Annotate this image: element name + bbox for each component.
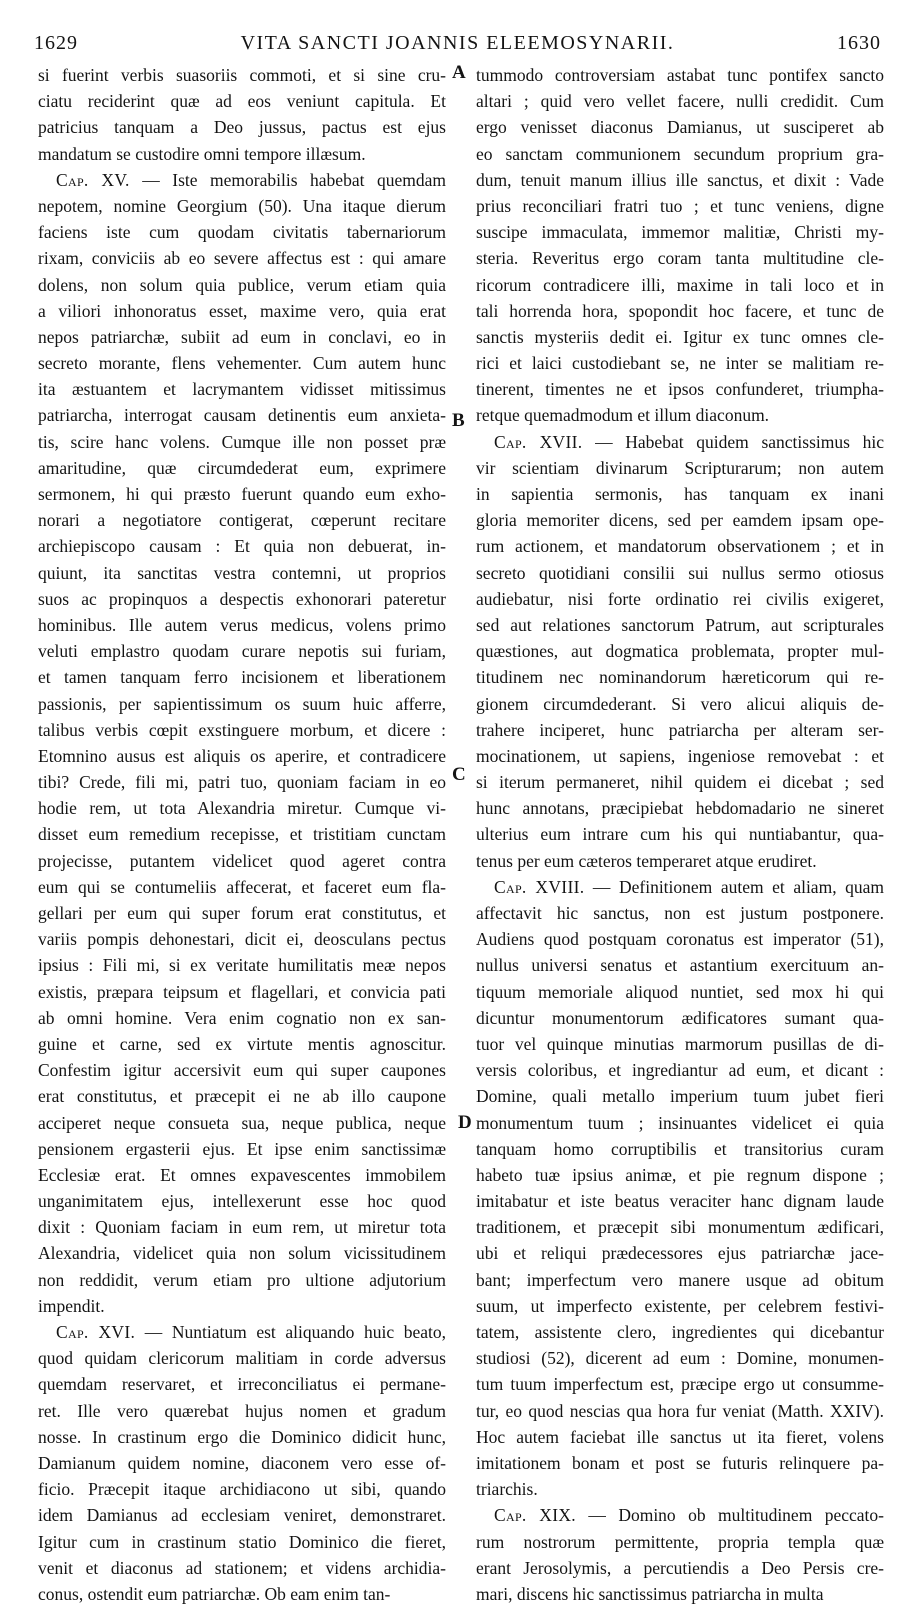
text-line: Cap. XIX. — Domino ob multitudinem peccato- [494, 1505, 884, 1526]
text-line: dixit : Quoniam faciam in eum rem, ut miretur tota [38, 1217, 446, 1238]
text-line: patricius tanquam a Deo jussus, pactus est ejus [38, 117, 446, 138]
text-line: talibus verbis cœpit exstinguere morbum, et dicere : [38, 719, 446, 740]
text-line: patriarcha, interrogat causam detinentis eum anxieta- [38, 405, 446, 426]
text-line: ergo venisset diaconus Damianus, ut susciperet ab [476, 117, 884, 138]
text-line: altari ; quid vero vellet facere, nulli credidit. Cum [476, 91, 884, 112]
text-line: passionis, per sapientissimum os suum huic afferre, [38, 693, 446, 714]
text-line: suum, ut imperfecto existente, per celebrem festivi- [476, 1295, 884, 1316]
chapter-heading: Cap. XVI. [56, 1322, 136, 1342]
text-line: idem Damianus ad ecclesiam veniret, demonstraret. [38, 1505, 446, 1526]
text-line: disset eum remedium recepisse, et tristitiam cunctam [38, 824, 446, 845]
text-line: pensionem ergasterii ejus. Et ipse enim sanctissimæ [38, 1138, 446, 1159]
text-line: si fuerint verbis suasoriis commoti, et si sine cru- [38, 65, 446, 85]
text-line: existis, præpara teipsum et flagellari, et convicia pati [38, 981, 446, 1002]
text-line: projecisse, putantem videlicet quod ageret contra [38, 850, 446, 871]
text-line: Cap. XV. — Iste memorabilis habebat quemdam [56, 169, 446, 190]
text-line: unganimitatem ejus, intellexerunt esse hoc quod [38, 1191, 446, 1212]
text-line: retque quemadmodum et illum diaconum. [476, 405, 770, 426]
margin-letter-d: D [458, 1112, 472, 1133]
text-line: Igitur cum in crastinum statio Dominico die fieret, [38, 1531, 446, 1552]
text-line: quiunt, ita sanctitas vestra contemni, ut proprios [38, 562, 446, 583]
text-line: dum, tenuit manum illius ille sanctus, et dixit : Vade [476, 169, 884, 190]
text-line: versis coloribus, et ingrediantur ad eum, et dicant : [476, 1060, 884, 1081]
text-line: tum tuum imperfectum est, præcipe ergo ut consumme- [476, 1374, 884, 1395]
text-line: a viliori inhonoratus esset, maxime vero, quia erat [38, 300, 446, 321]
text-line: dolens, non solum quia publice, verum etiam quia [38, 274, 446, 295]
text-line: tatem, assistente clero, ingredientes qui dicebantur [476, 1322, 884, 1342]
chapter-heading: Cap. XIX. [494, 1505, 576, 1526]
text-line: tanquam homo corruptibilis et transitorius curam [476, 1138, 884, 1159]
text-line: mocinationem, ut sapiens, ingeniose removebat : et [476, 745, 884, 766]
text-line: nepos patriarchæ, subiit ad eum in conclavi, eo in [38, 326, 446, 347]
text-line: tali horrenda hora, spopondit hoc facere, et tunc de [476, 300, 884, 321]
text-line: suscipe immaculata, immemor malitiæ, Christi my- [476, 222, 884, 243]
text-line: impendit. [38, 1295, 105, 1316]
text-line: studiosi (52), dicerent ad eum : Domine, monumen- [476, 1348, 884, 1369]
text-line: rici et laici custodiebant se, ne inter se malitiam re- [476, 353, 884, 374]
text-line: erant Jerosolymis, a percutiendis a Deo Persis cre- [476, 1557, 884, 1578]
text-line: steria. Reveritus ergo coram tanta multitudine cle- [476, 248, 884, 269]
text-line: norari a negotiatore contigerat, cœperunt recitare [38, 510, 446, 531]
text-line: hodie rem, ut tota Alexandria miretur. Cumque vi- [38, 798, 446, 819]
text-line: ita æstuantem et lacrymantem vidisset mitissimus [38, 379, 446, 400]
text-line: bant; imperfectum vero manere usque ad obitum [476, 1269, 884, 1290]
text-line: Domine, quali metallo imperium tuum jubet fieri [476, 1086, 884, 1107]
text-line: quemdam reservaret, et irreconciliatus ei permane- [38, 1374, 446, 1395]
text-line: erat constitutus, et præcepit ei ne ab illo caupone [38, 1086, 446, 1107]
text-line: tenus per eum cæteros temperaret atque erudiret. [476, 850, 817, 871]
text-line: Cap. XVIII. — Definitionem autem et aliam, quam [494, 876, 884, 897]
text-line: veluti emplastro quodam curare nepotis sui furiam, [38, 641, 446, 662]
text-line: tur, eo quod nescias qua hora fur veniat (Matth. XXIV). [476, 1400, 884, 1421]
text-line: traditionem, et præcepit sibi monumentum ædificari, [476, 1217, 884, 1238]
text-line: audiebatur, nisi forte ordinatio rei civilis exigeret, [476, 588, 884, 609]
text-line: hominibus. Ille autem verus medicus, volens primo [38, 614, 446, 635]
text-line: si iterum permaneret, nihil quidem ei dicebat ; sed [476, 772, 884, 793]
text-line: imitabatur et iste beatus veraciter hanc dignam laude [476, 1191, 884, 1212]
text-line: Damianum quidem nomine, diaconem vero esse of- [38, 1452, 446, 1473]
text-line: gionem circumdederant. Si vero alicui aliquis de- [476, 693, 884, 714]
text-line: ubi et reliqui prædecessores ejus patriarchæ jace- [476, 1243, 884, 1264]
text-line: Cap. XVII. — Habebat quidem sanctissimus hic [494, 431, 884, 452]
text-line: dicuntur monumentorum ædificatores sumant qua- [476, 1007, 884, 1028]
chapter-heading: Cap. XV. [56, 169, 130, 190]
text-line: non reddidit, verum etiam pro ultione adjutorium [38, 1269, 446, 1290]
margin-letter-b: B [452, 410, 465, 431]
text-line: amaritudine, quæ circumdederat eum, exprimere [38, 457, 446, 478]
text-line: prius reconciliari fratri tuo ; et tunc veniens, digne [476, 195, 884, 216]
text-line: sed aut relationes sanctorum Patrum, aut scripturales [476, 614, 884, 635]
text-line: habeto tuæ ipsius animæ, et pie regnum dispone ; [476, 1164, 884, 1185]
margin-letter-c: C [452, 764, 466, 785]
text-line: Confestim igitur accersivit eum qui super caupones [38, 1060, 446, 1081]
text-line: quæstiones, aut dogmatica problemata, propter mul- [476, 641, 884, 662]
text-line: imitationem bonam et post se futuris relinquere pa- [476, 1452, 884, 1473]
text-line: nullus universi senatus et astantium exercituum an- [476, 955, 884, 976]
margin-letter-a: A [452, 62, 466, 83]
text-line: ficio. Præcepit itaque archidiacono ut sibi, quando [38, 1479, 446, 1500]
text-line: in sapientia sermonis, has tanquam ex inani [476, 484, 884, 504]
text-line: venit et diaconus ad stationem; et videns archidia- [38, 1557, 446, 1578]
text-line: archiepiscopo causam : Et quia non debuerat, in- [38, 536, 446, 557]
text-line: mandatum se custodire omni tempore illæsum. [38, 143, 366, 164]
page-number-right: 1630 [837, 32, 881, 54]
text-line: triarchis. [476, 1479, 538, 1500]
left-column [38, 62, 446, 1607]
text-line: suos ac propinquos a despectis exhonorari pateretur [38, 588, 446, 609]
text-line: ulterius eum intrare cum his qui nuntiabantur, qua- [476, 824, 884, 845]
text-line: secreto morante, flens vehementer. Cum autem hunc [38, 353, 446, 374]
text-line: rum nostrorum permittente, propria templa quæ [476, 1531, 884, 1552]
text-line: nepotem, nomine Georgium (50). Una itaque dierum [38, 195, 446, 216]
text-line: variis pompis dehonestari, dicit ei, deosculans pectus [38, 929, 446, 950]
text-line: vir scientiam divinarum Scripturarum; non autem [476, 457, 884, 478]
text-line: gellari per eum qui super forum erat constitutus, et [38, 903, 446, 923]
text-line: sanctis mysteriis dedit ei. Igitur ex tunc omnes cle- [476, 326, 884, 347]
text-line: Ecclesiæ erat. Et omnes expavescentes immobilem [38, 1164, 446, 1185]
chapter-heading: Cap. XVII. [494, 431, 583, 452]
text-line: Cap. XVI. — Nuntiatum est aliquando huic beato, [56, 1322, 446, 1342]
running-header [34, 32, 881, 62]
text-line: Alexandria, videlicet quia non solum vicissitudinem [38, 1243, 446, 1264]
text-line: tibi? Crede, fili mi, patri tuo, quoniam faciam in eo [38, 772, 446, 793]
text-line: trahere inciperet, hunc patriarcha per alteram ser- [476, 719, 884, 740]
text-line: tinerent, timentes ne et ipsos confunderet, triumpha- [476, 379, 884, 400]
text-line: tummodo controversiam astabat tunc pontifex sancto [476, 65, 884, 85]
text-line: guine et carne, sed ex virtute mentis agnoscitur. [38, 1033, 446, 1054]
text-line: nosse. In crastinum ergo die Dominico didicit hunc, [38, 1426, 446, 1447]
text-line: Audiens quod postquam coronatus est imperator (51), [476, 929, 884, 950]
text-line: eum qui se contumeliis affecerat, et faceret eum fla- [38, 876, 446, 897]
text-line: Hoc autem faciebat ille sanctus ut ita fieret, volens [476, 1426, 884, 1447]
text-line: monumentum tuum ; insinuantes videlicet ei quia [476, 1112, 884, 1133]
text-line: affectavit hic sanctus, non est justum postponere. [476, 903, 884, 923]
running-title: VITA SANCTI JOANNIS ELEEMOSYNARII. [240, 32, 675, 54]
text-line: acciperet neque consueta sua, neque publica, neque [38, 1112, 446, 1133]
text-line: tis, scire hanc volens. Cumque ille non posset præ [38, 431, 446, 452]
text-line: ricorum contradicere illi, maxime in tali loco et in [476, 274, 884, 295]
text-line: conus, ostendit eum patriarchæ. Ob eam enim tan- [38, 1583, 391, 1604]
text-line: et tamen tanquam ferro incisionem et liberationem [38, 667, 446, 688]
text-line: ab omni homine. Vera enim cognatio non ex san- [38, 1007, 446, 1028]
text-line: ret. Ille vero quærebat hujus nomen et gradum [38, 1400, 446, 1421]
text-line: eo sanctam communionem secundum proprium gra- [476, 143, 884, 164]
chapter-heading: Cap. XVIII. [494, 876, 585, 897]
text-line: ipsius : Fili mi, si ex veritate humilitatis meæ nepos [38, 955, 446, 976]
text-line: faciens iste cum quodam civitatis tabernariorum [38, 222, 446, 243]
text-line: hunc annotans, præcipiebat hebdomadario ne sineret [476, 798, 884, 819]
text-line: rum actionem, et mandatorum observationem ; et in [476, 536, 884, 557]
text-line: mari, discens hic sanctissimus patriarcha in multa [476, 1583, 824, 1604]
text-line: rixam, conviciis ab eo severe affectus est : qui amare [38, 248, 446, 269]
text-line: quod quidam clericorum malitiam in corde adversus [38, 1348, 446, 1369]
text-line: secreto quotidiani consilii sui nullus sermo otiosus [476, 562, 884, 583]
text-line: tuor vel quinque minutias marmorum pusillas de di- [476, 1033, 884, 1054]
text-line: ciatu reciderint quæ ad eos veniunt capitula. Et [38, 91, 446, 112]
text-line: sermonem, hi qui præsto fuerunt quando eum exho- [38, 484, 446, 504]
text-line: titudinem nec nominandorum hæreticorum qui re- [476, 667, 884, 688]
page-number-left: 1629 [34, 32, 78, 54]
text-line: tiquum memoriale aliquod nuntiet, sed mox hi qui [476, 981, 884, 1002]
text-line: Etomnino ausus est aliquis os aperire, et contradicere [38, 745, 446, 766]
text-line: gloria memoriter dicens, sed per eamdem ipsam ope- [476, 510, 884, 531]
right-column [476, 62, 884, 1607]
